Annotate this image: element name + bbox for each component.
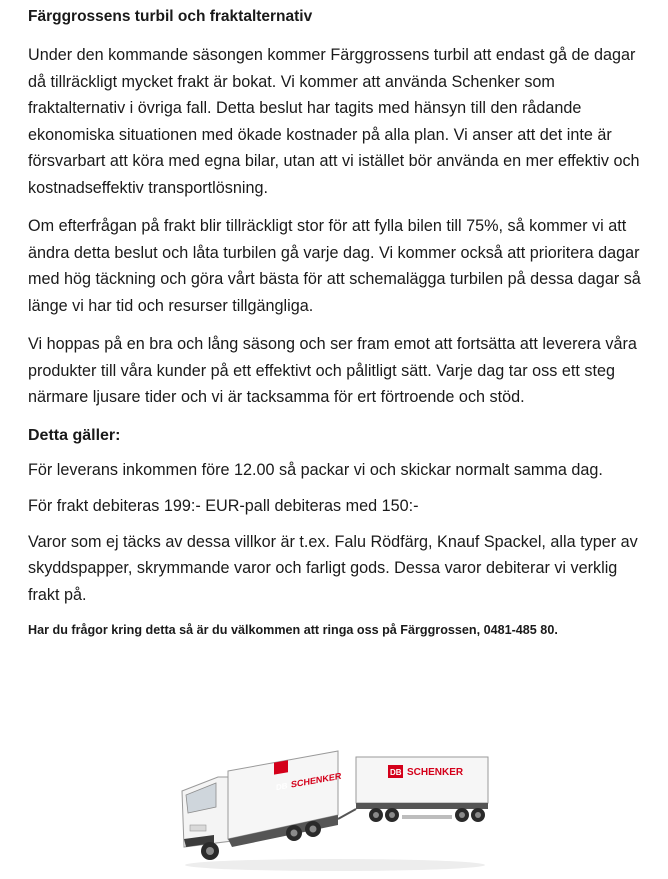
paragraph-intro: Under den kommande säsongen kommer Färggrossens turbil att endast gå de dagar då tillräckligt mycket frakt är bokat. Vi kommer att använda Schenker som fraktalternativ i övriga fall. Detta beslut har tagits med hänsyn till den rådande ekonomiska situationen med ökade kostnader på alla plan. Vi anser att det inte är försvarbart att köra med egna bilar, utan att vi istället bör använda en mer effektiv och kostnadseffektiv transportlösning. (28, 46, 640, 197)
truck-logo-db: DB (276, 781, 288, 793)
paragraph-demand: Om efterfrågan på frakt blir tillräckligt stor för att fylla bilen till 75%, så kommer vi att ändra detta beslut och låta turbilen gå varje dag. Vi kommer också att prioritera dagar med hög täckning och göra vårt bästa för att schemalägga turbilen på dessa dagar så länge vi har tid och resurser tillgängliga. (28, 217, 641, 315)
condition-exceptions: Varor som ej täcks av dessa villkor är t.ex. Falu Rödfärg, Knauf Spackel, alla typer av skyddspapper, skrymmande varor och farligt gods. Dessa varor debiterar vi verklig frakt på. (28, 532, 638, 604)
condition-freight-price: För frakt debiteras 199:- EUR-pall debiteras med 150:- (28, 496, 419, 515)
trailer-logo-db: DB (390, 768, 402, 777)
paragraph-closing: Vi hoppas på en bra och lång säsong och ser fram emot att fortsätta att leverera våra produkter till våra kunder på ett effektivt och pålitligt sätt. Varje dag tar oss ett steg närmare ljusare tider och vi är tacksamma för ert förtroende och stöd. (28, 335, 637, 406)
conditions-heading: Detta gäller: (28, 426, 121, 444)
truck-cab (182, 777, 232, 847)
document-title: Färggrossens turbil och fraktalternativ (28, 8, 313, 25)
document (28, 6, 648, 640)
trailer-logo-text: SCHENKER (407, 767, 464, 778)
contact-info: Har du frågor kring detta så är du välkommen att ringa oss på Färggrossen, 0481-485 80. (28, 623, 558, 637)
truck-logo-text: SCHENKER (291, 770, 342, 790)
schenker-truck-image (170, 743, 500, 873)
truck-cargo-box (228, 751, 342, 847)
condition-delivery: För leverans inkommen före 12.00 så packar vi och skickar normalt samma dag. (28, 460, 603, 479)
